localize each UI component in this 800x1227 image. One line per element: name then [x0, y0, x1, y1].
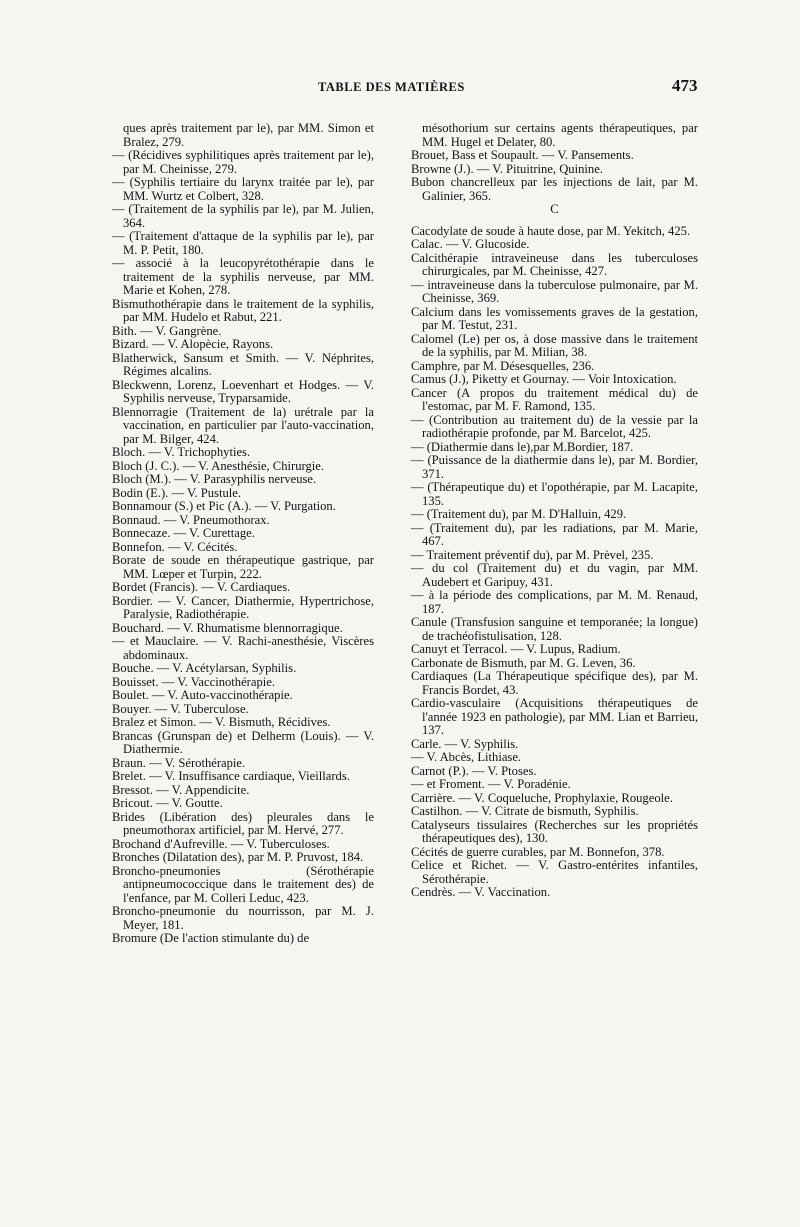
index-entry: Carbonate de Bismuth, par M. G. Leven, 36. [411, 655, 636, 670]
index-entry: Cancer (A propos du traitement médical du) de l'estomac, par M. F. Ramond, 135. [411, 385, 698, 413]
index-entry: Brelet. — V. Insuffisance cardiaque, Vieillards. [112, 769, 350, 783]
index-entry: — (Diathermie dans le),par M.Bordier, 187. [411, 439, 634, 454]
index-entry: — associé à la leucopyrétothérapie dans le traitement de la syphilis nerveuse, par MM. Marie et Kohen, 278. [112, 256, 374, 297]
index-entry: — et Froment. — V. Poradénie. [411, 777, 571, 791]
index-entry: Brochand d'Aufreville. — V. Tuberculoses. [112, 836, 330, 851]
index-entry: — (Récidives syphilitiques après traitement par le), par M. Cheinisse, 279. [112, 148, 374, 176]
index-entry: Bloch (J. C.). — V. Anesthésie, Chirurgie. [112, 458, 324, 473]
index-entry: Bouchard. — V. Rhumatisme blennorragique. [112, 620, 343, 635]
index-entry: Camus (J.), Piketty et Gournay. — Voir Intoxication. [411, 372, 677, 386]
index-entry: Bouche. — V. Acétylarsan, Syphilis. [112, 661, 297, 675]
index-entry: Bonnaud. — V. Pneumothorax. [112, 512, 270, 527]
index-entry: — du col (Traitement du) et du vagin, par MM. Audebert et Garipuy, 431. [411, 561, 698, 589]
index-entry: — à la période des complications, par M. M. Renaud, 187. [411, 588, 698, 616]
index-column-right [411, 122, 698, 900]
index-entry: Bloch (M.). — V. Parasyphilis nerveuse. [112, 472, 317, 486]
index-entry: Bloch. — V. Trichophyties. [112, 445, 251, 459]
index-entry: — (Traitement d'attaque de la syphilis par le), par M. P. Petit, 180. [112, 229, 374, 257]
index-entry: Canule (Transfusion sanguine et temporanée; la longue) de trachéofistulisation, 128. [411, 615, 698, 643]
index-entry: Blennorragie (Traitement de la) urétrale par la vaccination, en particulier par l'auto-vaccination, par M. Bilger, 424. [112, 404, 374, 446]
index-entry: — (Traitement du), par M. D'Halluin, 429. [411, 507, 627, 521]
index-entry: Carle. — V. Syphilis. [411, 736, 519, 751]
index-entry: Catalyseurs tissulaires (Recherches sur les propriétés thérapeutiques des), 130. [411, 817, 698, 845]
index-entry: Brancas (Grunspan de) et Delherm (Louis). — V. Diathermie. [112, 728, 374, 756]
index-entry: Bonnecaze. — V. Curettage. [112, 526, 255, 540]
index-entry: Celice et Richet. — V. Gastro-entérites infantiles, Sérothérapie. [411, 858, 698, 886]
index-entry: Bonnefon. — V. Cécités. [112, 539, 238, 554]
index-entry: Blatherwick, Sansum et Smith. — V. Néphrites, Régimes alcalins. [112, 350, 374, 378]
index-entry: — (Contribution au traitement du) de la vessie par la radiothérapie profonde, par M. Barcelot, 425. [411, 412, 698, 440]
index-entry: Bouyer. — V. Tuberculose. [112, 701, 249, 716]
index-entry: Browne (J.). — V. Pituitrine, Quinine. [411, 161, 603, 176]
index-entry: Bralez et Simon. — V. Bismuth, Récidives. [112, 715, 331, 729]
index-entry: Bouisset. — V. Vaccinothérapie. [112, 674, 275, 689]
index-entry: Bodin (E.). — V. Pustule. [112, 485, 241, 500]
page-number: 473 [672, 76, 698, 95]
index-entry: Boulet. — V. Auto-vaccinothérapie. [112, 688, 293, 702]
index-entry: Castilhon. — V. Citrate de bismuth, Syphilis. [411, 804, 639, 818]
index-column-left [112, 122, 374, 946]
index-entry: Bismuthothérapie dans le traitement de la syphilis, par MM. Hudelo et Rabut, 221. [112, 296, 374, 324]
index-entry: mésothorium sur certains agents thérapeutiques, par MM. Hugel et Delater, 80. [422, 121, 698, 149]
index-entry: Bubon chancrelleux par les injections de lait, par M. Galinier, 365. [411, 175, 698, 203]
index-entry: Calac. — V. Glucoside. [411, 237, 530, 251]
index-entry: — (Puissance de la diathermie dans le), par M. Bordier, 371. [411, 453, 698, 481]
index-entry: Calcium dans les vomissements graves de la gestation, par M. Testut, 231. [411, 304, 698, 332]
index-entry: Borate de soude en thérapeutique gastrique, par MM. Lœper et Turpin, 222. [112, 553, 374, 581]
index-entry: Bordet (Francis). — V. Cardiaques. [112, 580, 291, 594]
index-entry: Bith. — V. Gangrène. [112, 323, 222, 338]
index-entry: — (Syphilis tertiaire du larynx traitée par le), par MM. Wurtz et Colbert, 328. [112, 175, 374, 203]
index-entry: Cacodylate de soude à haute dose, par M. Yekitch, 425. [411, 223, 691, 238]
index-entry: Bricout. — V. Goutte. [112, 796, 223, 810]
index-entry: Broncho-pneumonie du nourrisson, par M. J. Meyer, 181. [112, 904, 374, 932]
index-entry: Calcithérapie intraveineuse dans les tuberculoses chirurgicales, par M. Cheinisse, 427. [411, 250, 698, 278]
index-entry: Carnot (P.). — V. Ptoses. [411, 763, 537, 778]
index-entry: — (Traitement du), par les radiations, par M. Marie, 467. [411, 520, 698, 548]
index-entry: Cardio-vasculaire (Acquisitions thérapeutiques de l'année 1923 en pathologie), par MM. Lian et Barrieu, 137. [411, 696, 698, 737]
index-entry: Bressot. — V. Appendicite. [112, 782, 250, 797]
index-entry: — (Traitement de la syphilis par le), par M. Julien, 364. [112, 202, 374, 230]
index-entry: Carrière. — V. Coqueluche, Prophylaxie, Rougeole. [411, 790, 673, 805]
running-title: TABLE DES MATIÈRES [318, 80, 465, 94]
index-entry: Broncho-pneumonies (Sérothérapie antipneumococcique dans le traitement des) de l'enfance, par M. Colleri Leduc, 423. [112, 863, 374, 905]
index-entry: — et Mauclaire. — V. Rachi-anesthésie, Viscères abdominaux. [112, 634, 374, 662]
index-entry: Cécités de guerre curables, par M. Bonnefon, 378. [411, 844, 665, 859]
index-entry: Braun. — V. Sérothérapie. [112, 755, 246, 770]
index-entry: Bromure (De l'action stimulante du) de [112, 931, 310, 945]
index-entry: — (Thérapeutique du) et l'opothérapie, par M. Lacapite, 135. [411, 480, 698, 508]
index-entry: Cendrès. — V. Vaccination. [411, 885, 551, 899]
index-entry: Bonnamour (S.) et Pic (A.). — V. Purgation. [112, 499, 336, 513]
index-entry: Camphre, par M. Désesquelles, 236. [411, 358, 595, 373]
index-entry: Cardiaques (La Thérapeutique spécifique des), par M. Francis Bordet, 43. [411, 669, 698, 697]
index-entry: — Traitement préventif du), par M. Prèvel, 235. [411, 547, 654, 562]
index-entry: Bordier. — V. Cancer, Diathermie, Hypertrichose, Paralysie, Radiothérapie. [112, 593, 374, 621]
index-entry: Canuyt et Terracol. — V. Lupus, Radium. [411, 642, 621, 656]
page-header [0, 76, 800, 102]
index-entry: Calomel (Le) per os, à dose massive dans le traitement de la syphilis, par M. Milian, 38. [411, 331, 698, 359]
section-letter: C [550, 202, 559, 216]
index-entry: — intraveineuse dans la tuberculose pulmonaire, par M. Cheinisse, 369. [411, 277, 698, 305]
index-entry: Bleckwenn, Lorenz, Loevenhart et Hodges. — V. Syphilis nerveuse, Tryparsamide. [112, 377, 374, 405]
index-entry: Bizard. — V. Alopècie, Rayons. [112, 337, 274, 351]
index-entry: Brides (Libération des) pleurales dans le pneumothorax artificiel, par M. Hervé, 277. [112, 809, 374, 837]
index-entry: — V. Abcès, Lithiase. [411, 750, 522, 764]
index-entry: ques après traitement par le), par MM. Simon et Bralez, 279. [123, 121, 374, 149]
index-entry: Bronches (Dilatation des), par M. P. Pruvost, 184. [112, 850, 364, 864]
index-entry: Brouet, Bass et Soupault. — V. Pansements. [411, 148, 634, 162]
